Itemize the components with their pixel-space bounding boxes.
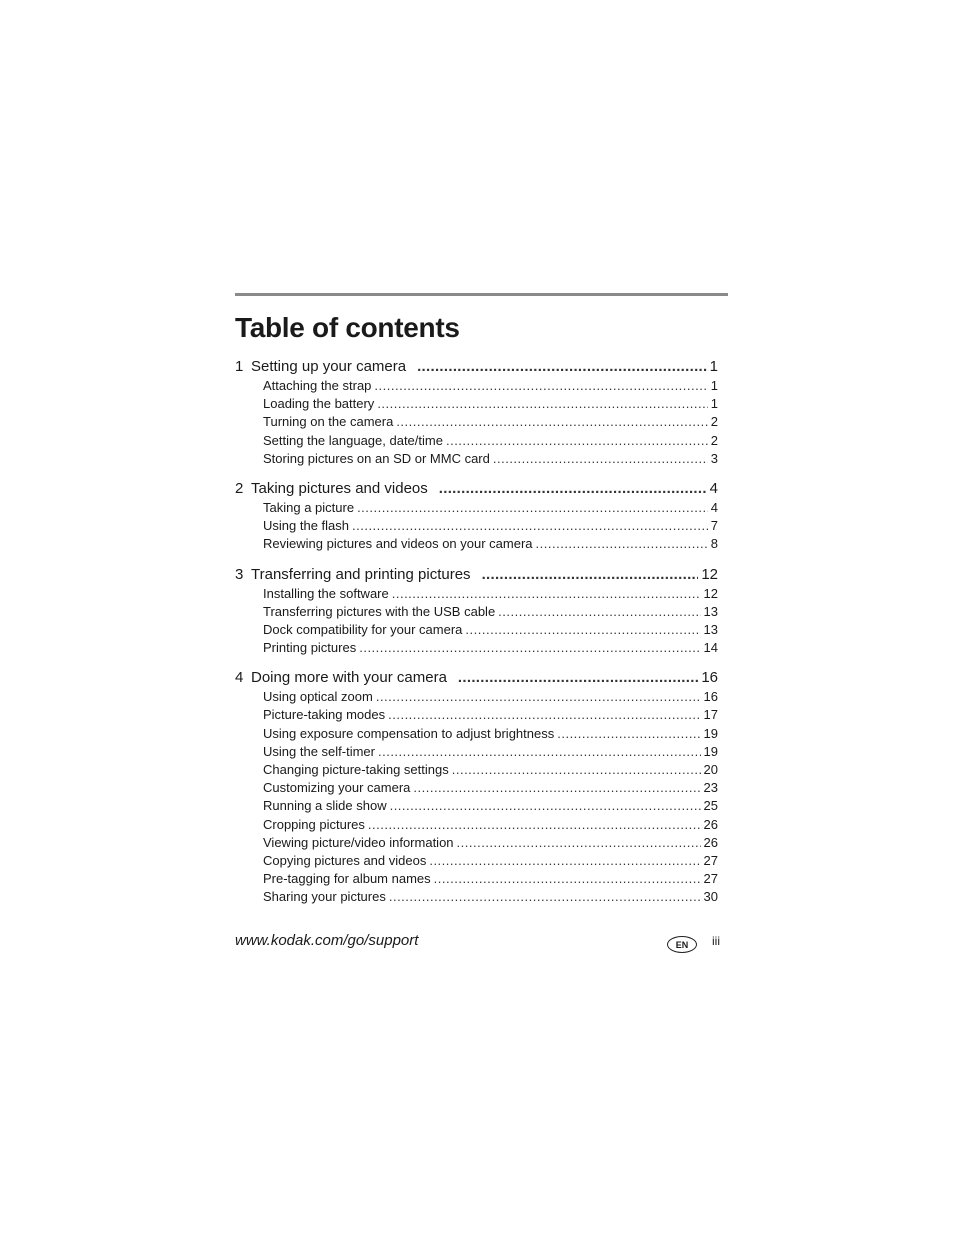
dot-leader: [357, 500, 708, 515]
chapter-page: 12: [701, 565, 718, 583]
section-page: 20: [703, 762, 718, 777]
chapter-title: Taking pictures and videos: [251, 479, 428, 497]
section-page: 12: [703, 585, 718, 601]
dot-leader: [374, 378, 707, 393]
section-title: Cropping pictures: [263, 816, 365, 832]
toc-section-entry[interactable]: [235, 817, 718, 835]
section-page: 13: [703, 621, 718, 637]
toc-section-entry[interactable]: [235, 744, 718, 762]
toc-chapter-entry[interactable]: [235, 358, 718, 378]
chapter-page: 4: [709, 479, 718, 497]
toc-chapter: [235, 358, 718, 469]
toc-chapter-entry[interactable]: [235, 566, 718, 586]
dot-leader: [458, 669, 698, 686]
chapter-page: 1: [709, 358, 718, 375]
section-title: Using the flash: [263, 518, 349, 534]
dot-leader: [417, 358, 707, 375]
dot-leader: [446, 433, 708, 448]
section-page: 30: [703, 889, 718, 905]
toc-section-entry[interactable]: [235, 396, 718, 414]
toc-chapter-entry[interactable]: [235, 669, 718, 689]
chapter-title: Setting up your camera: [251, 358, 407, 375]
toc-section-entry[interactable]: [235, 762, 718, 780]
section-title: Taking a picture: [263, 499, 355, 515]
toc-section-entry[interactable]: [235, 871, 718, 889]
toc-section-entry[interactable]: [235, 414, 718, 432]
section-page: 17: [703, 707, 718, 723]
dot-leader: [482, 566, 699, 583]
section-title: Using the self-timer: [263, 743, 375, 759]
section-page: 19: [703, 725, 718, 741]
section-title: Transferring pictures with the USB cable: [263, 603, 496, 619]
section-title: Using exposure compensation to adjust brightness: [263, 725, 555, 741]
section-page: 26: [703, 834, 718, 850]
toc-section-entry[interactable]: [235, 518, 718, 536]
dot-leader: [429, 853, 700, 868]
toc-chapter-entry[interactable]: [235, 480, 718, 500]
dot-leader: [413, 780, 700, 795]
page-title: Table of contents: [235, 312, 460, 343]
section-page: 27: [703, 852, 718, 868]
dot-leader: [352, 518, 708, 533]
toc-section-entry[interactable]: [235, 798, 718, 816]
section-title: Printing pictures: [263, 640, 357, 656]
section-title: Changing picture-taking settings: [263, 762, 449, 777]
toc-chapter: [235, 669, 718, 907]
section-page: 27: [703, 871, 718, 887]
section-title: Sharing your pictures: [263, 889, 386, 905]
section-title: Viewing picture/video information: [263, 834, 454, 850]
toc-section-entry[interactable]: [235, 726, 718, 744]
section-page: 3: [710, 450, 718, 466]
chapter-number: 2: [235, 479, 244, 497]
dot-leader: [377, 396, 707, 411]
dot-leader: [396, 414, 707, 429]
section-page: 2: [710, 432, 718, 448]
dot-leader: [465, 622, 700, 637]
dot-leader: [457, 835, 701, 850]
dot-leader: [439, 480, 707, 497]
section-page: 26: [703, 816, 718, 832]
header-rule: [235, 293, 728, 296]
toc-section-entry[interactable]: [235, 640, 718, 658]
section-title: Setting the language, date/time: [263, 432, 443, 448]
dot-leader: [493, 451, 708, 466]
section-title: Attaching the strap: [263, 378, 372, 393]
section-title: Dock compatibility for your camera: [263, 621, 463, 637]
support-url[interactable]: www.kodak.com/go/support: [235, 932, 419, 949]
toc-section-entry[interactable]: [235, 622, 718, 640]
toc-section-entry[interactable]: [235, 451, 718, 469]
page-number: iii: [712, 934, 720, 948]
toc-section-entry[interactable]: [235, 689, 718, 707]
toc-section-entry[interactable]: [235, 853, 718, 871]
toc-section-entry[interactable]: [235, 586, 718, 604]
section-title: Picture-taking modes: [263, 707, 386, 723]
toc-section-entry[interactable]: [235, 707, 718, 725]
toc-chapter: [235, 566, 718, 659]
toc-section-entry[interactable]: [235, 835, 718, 853]
section-page: 2: [710, 414, 718, 430]
dot-leader: [392, 586, 701, 601]
dot-leader: [452, 762, 701, 777]
section-title: Pre-tagging for album names: [263, 871, 431, 887]
toc-chapter: [235, 480, 718, 555]
dot-leader: [368, 817, 701, 832]
toc-section-entry[interactable]: [235, 500, 718, 518]
toc-section-entry[interactable]: [235, 536, 718, 554]
toc-section-entry[interactable]: [235, 433, 718, 451]
section-page: 8: [710, 536, 718, 552]
section-page: 16: [703, 689, 718, 705]
toc-section-entry[interactable]: [235, 378, 718, 396]
chapter-number: 3: [235, 565, 244, 583]
dot-leader: [536, 536, 708, 551]
dot-leader: [498, 604, 700, 619]
section-page: 1: [710, 378, 718, 393]
section-title: Storing pictures on an SD or MMC card: [263, 450, 490, 466]
chapter-page: 16: [701, 669, 718, 687]
chapter-number: 4: [235, 669, 244, 687]
toc-section-entry[interactable]: [235, 604, 718, 622]
dot-leader: [434, 871, 701, 886]
chapter-title: Transferring and printing pictures: [251, 565, 471, 583]
dot-leader: [388, 707, 700, 722]
section-page: 13: [703, 603, 718, 619]
section-page: 7: [710, 518, 718, 534]
section-page: 23: [703, 780, 718, 796]
section-page: 25: [703, 798, 718, 814]
dot-leader: [378, 744, 701, 759]
section-title: Using optical zoom: [263, 689, 373, 705]
section-page: 4: [710, 499, 718, 515]
section-page: 14: [703, 640, 718, 656]
dot-leader: [389, 889, 701, 904]
dot-leader: [557, 726, 700, 741]
section-page: 19: [703, 743, 718, 759]
section-title: Reviewing pictures and videos on your camera: [263, 536, 533, 552]
dot-leader: [376, 689, 701, 704]
toc-section-entry[interactable]: [235, 780, 718, 798]
section-title: Copying pictures and videos: [263, 852, 427, 868]
language-badge: EN: [667, 936, 697, 953]
section-title: Loading the battery: [263, 396, 375, 412]
toc-section-entry[interactable]: [235, 889, 718, 907]
chapter-number: 1: [235, 358, 244, 375]
dot-leader: [390, 798, 701, 813]
dot-leader: [359, 640, 700, 655]
section-title: Running a slide show: [263, 798, 387, 814]
section-title: Turning on the camera: [263, 414, 394, 430]
table-of-contents: [235, 358, 718, 919]
section-title: Installing the software: [263, 585, 389, 601]
section-title: Customizing your camera: [263, 780, 411, 796]
chapter-title: Doing more with your camera: [251, 669, 447, 687]
section-page: 1: [710, 396, 718, 412]
